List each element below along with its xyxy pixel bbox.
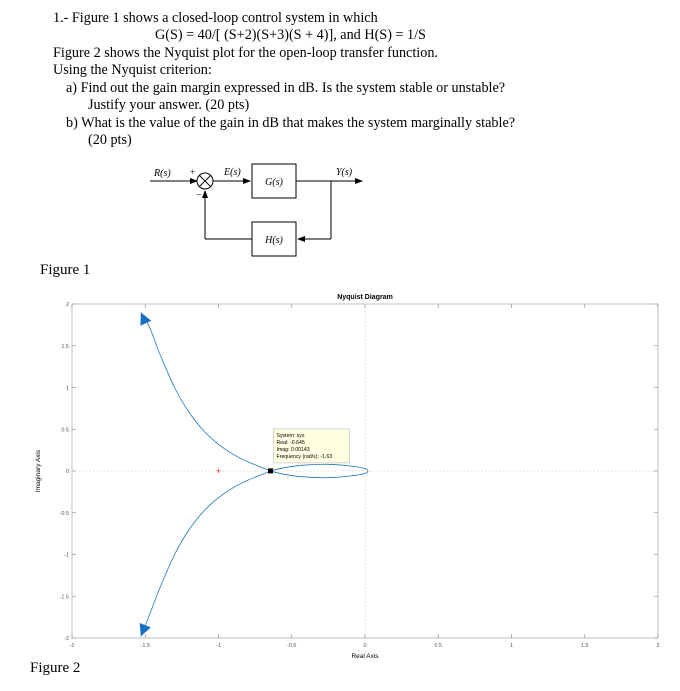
- output-label: Y(s): [336, 167, 353, 178]
- problem-line-4: Using the Nyquist criterion:: [53, 62, 212, 78]
- block-diagram: [140, 158, 380, 258]
- x-tick-label: -1.5: [140, 643, 150, 649]
- datatip[interactable]: [274, 429, 350, 463]
- x-tick-label: 0: [363, 643, 367, 649]
- y-tick-label: -2: [64, 636, 69, 642]
- y-tick-label: -0.5: [59, 510, 69, 517]
- y-axis-label: Imaginary Axis: [35, 449, 42, 493]
- figure-1-caption: Figure 1: [40, 262, 91, 278]
- y-tick-label: 1.5: [61, 343, 69, 350]
- question-a-line-2: Justify your answer. (20 pts): [88, 97, 250, 113]
- question-a-line-1: a) Find out the gain margin expressed in dB. Is the system stable or unstable?: [66, 80, 506, 96]
- question-b-line-1: b) What is the value of the gain in dB that makes the system marginally stable?: [66, 115, 516, 131]
- g-block-label: G(s): [265, 177, 283, 188]
- h-block-label: H(s): [265, 235, 283, 246]
- datatip-imag: Imag: 0.00143: [276, 446, 310, 453]
- datatip-frequency: Frequency (rad/s): -1.63: [276, 453, 333, 460]
- y-tick-label: -1.5: [59, 594, 69, 601]
- datatip-system: System: sys: [276, 432, 305, 439]
- x-tick-label: -2: [69, 643, 75, 649]
- problem-line-3: Figure 2 shows the Nyquist plot for the open-loop transfer function.: [53, 45, 438, 61]
- x-tick-label: -1: [216, 643, 221, 649]
- y-tick-label: 0.5: [61, 427, 69, 434]
- x-tick-label: 0.5: [434, 643, 443, 649]
- x-tick-label: 1.5: [580, 643, 589, 649]
- datatip-marker[interactable]: [268, 468, 273, 473]
- input-label: R(s): [154, 168, 171, 179]
- critical-point-marker: +: [215, 466, 222, 476]
- summing-plus-sign: +: [190, 167, 196, 177]
- summing-minus-sign: −: [196, 190, 202, 201]
- plot-title: Nyquist Diagram: [337, 294, 393, 301]
- figure-2-caption: Figure 2: [30, 660, 81, 676]
- datatip-real: Real: -0.645: [276, 439, 305, 446]
- x-axis-label: Real Axis: [351, 653, 379, 660]
- error-label: E(s): [224, 167, 241, 178]
- y-tick-label: 2: [65, 302, 69, 308]
- x-tick-label: 2: [656, 643, 660, 649]
- x-tick-label: 1: [509, 643, 514, 649]
- y-tick-label: 0: [65, 469, 69, 475]
- question-b-line-2: (20 pts): [88, 132, 132, 148]
- nyquist-plot: [30, 290, 670, 660]
- x-tick-label: -0.5: [287, 643, 297, 649]
- y-tick-label: 1: [65, 385, 69, 392]
- y-tick-label: -1: [64, 552, 69, 559]
- problem-transfer-functions: G(S) = 40/[ (S+2)(S+3)(S + 4)], and H(S) = 1/S: [155, 27, 426, 43]
- problem-line-1: 1.- Figure 1 shows a closed-loop control system in which: [53, 10, 378, 26]
